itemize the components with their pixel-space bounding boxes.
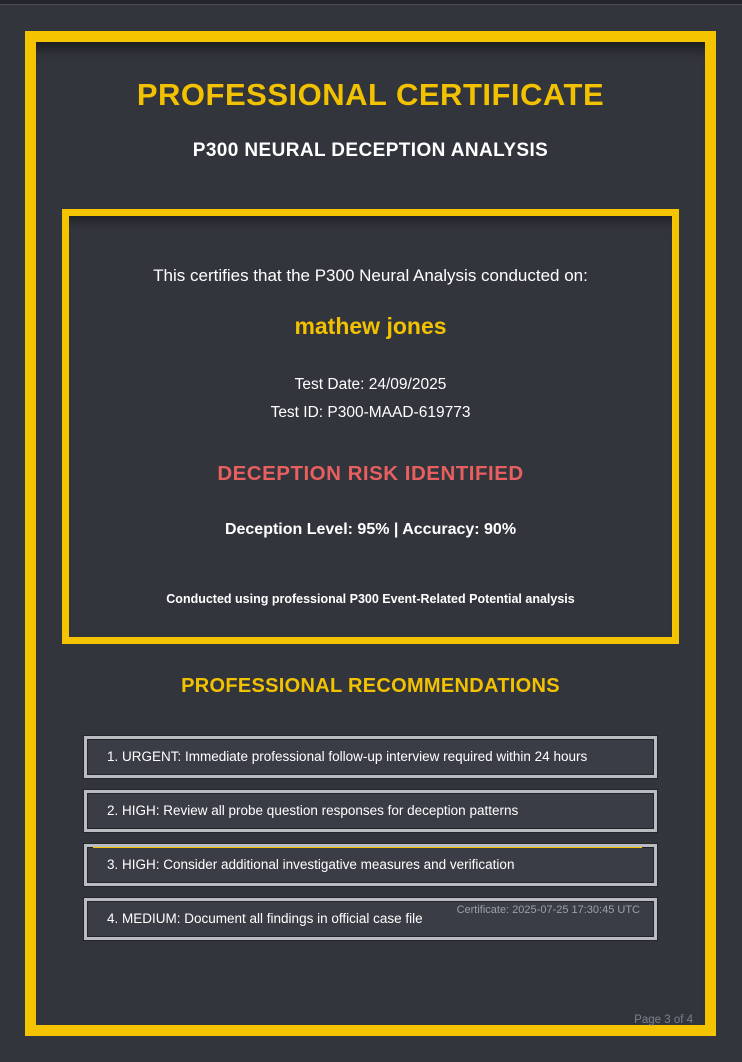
recommendation-item: [84, 736, 657, 778]
recommendation-item: [84, 898, 657, 940]
recommendations-heading: PROFESSIONAL RECOMMENDATIONS: [181, 675, 560, 697]
test-date: Test Date: 24/09/2025: [294, 376, 447, 393]
recommendation-item: [84, 844, 657, 886]
recommendation-text: 3. HIGH: Consider additional investigative measures and verification: [107, 857, 515, 872]
page-subtitle: P300 NEURAL DECEPTION ANALYSIS: [192, 140, 549, 161]
window-top-edge: [0, 0, 742, 5]
recommendations-list: [36, 736, 705, 940]
certificate-frame: [25, 31, 716, 1036]
method-note: Conducted using professional P300 Event-Related Potential analysis: [166, 592, 575, 606]
recommendation-text: 1. URGENT: Immediate professional follow-up interview required within 24 hours: [107, 749, 588, 764]
page-title: PROFESSIONAL CERTIFICATE: [136, 77, 605, 112]
subject-name: mathew jones: [294, 313, 447, 339]
metrics-text: Deception Level: 95% | Accuracy: 90%: [224, 521, 517, 538]
page-number: Page 3 of 4: [634, 1014, 693, 1026]
certificate-box: [62, 209, 679, 644]
recommendation-item: [84, 790, 657, 832]
recommendation-text: 4. MEDIUM: Document all findings in official case file: [107, 911, 423, 926]
yellow-divider-bar: [93, 844, 642, 848]
certifies-text: This certifies that the P300 Neural Analysis conducted on:: [153, 266, 588, 285]
recommendation-text: 2. HIGH: Review all probe question responses for deception patterns: [107, 803, 519, 818]
certificate-timestamp: Certificate: 2025-07-25 17:30:45 UTC: [456, 904, 640, 916]
test-id: Test ID: P300-MAAD-619773: [270, 404, 471, 421]
result-status: DECEPTION RISK IDENTIFIED: [217, 462, 524, 485]
